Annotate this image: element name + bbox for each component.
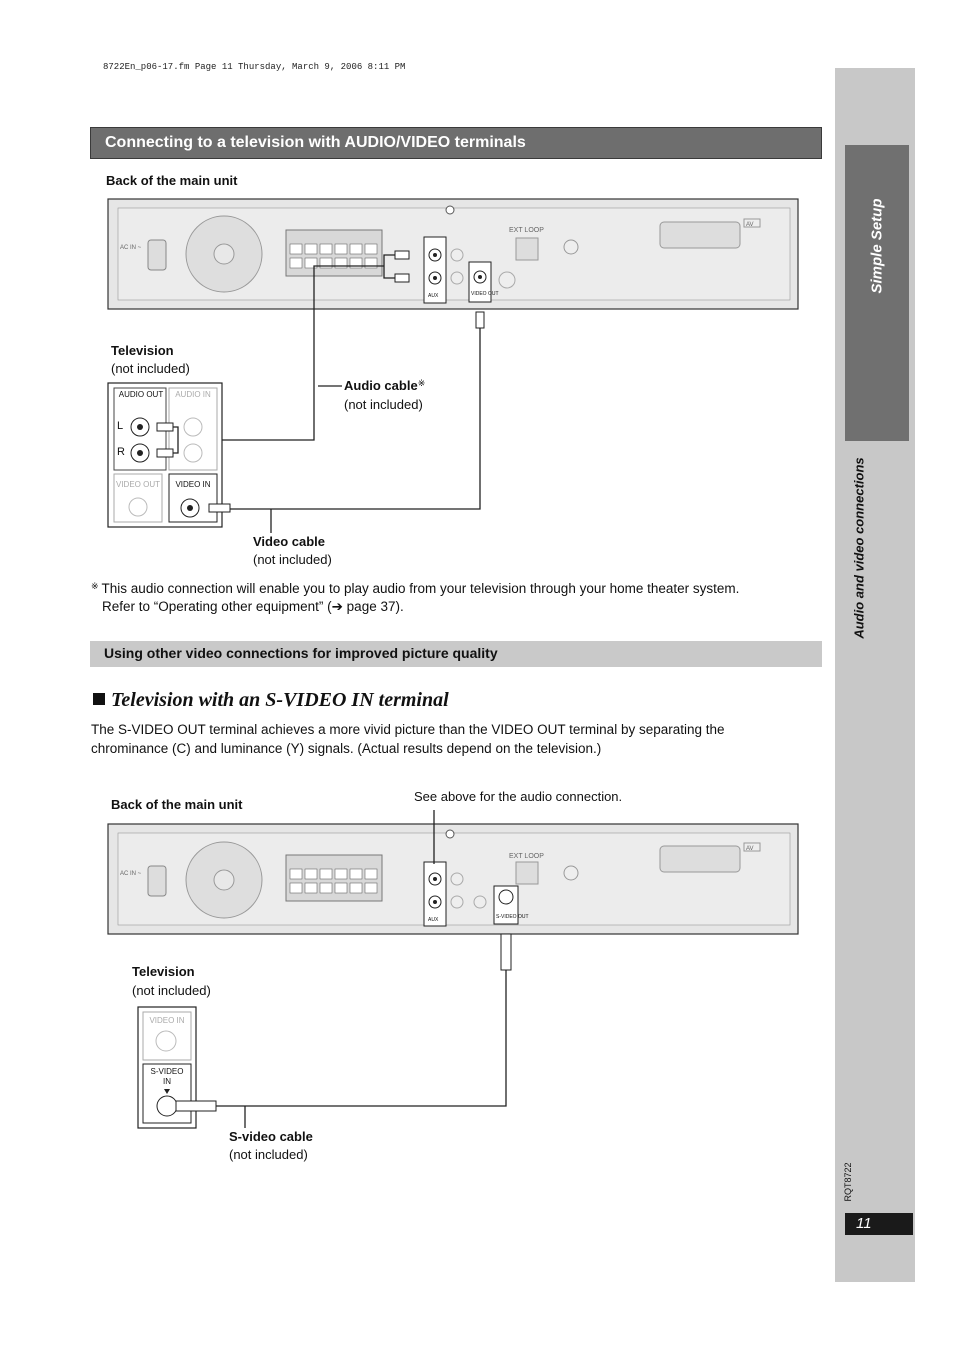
ext-loop-label-1: EXT LOOP	[509, 227, 544, 234]
tv-panel-1	[108, 383, 230, 527]
page-number: 11	[856, 1215, 872, 1232]
subheading: Television with an S-VIDEO IN terminal	[93, 689, 449, 712]
body-paragraph: The S-VIDEO OUT terminal achieves a more vivid picture than the VIDEO OUT terminal by separating the chrominance (C) and luminance (Y) signals. (Actual results depend on the television.)	[91, 722, 725, 756]
right-channel-label: R	[117, 446, 125, 458]
video-in-label: VIDEO IN	[175, 480, 211, 489]
back-of-unit-label-2: Back of the main unit	[111, 797, 243, 812]
left-channel-label: L	[117, 420, 124, 432]
audio-in-label: AUDIO IN	[175, 390, 211, 399]
see-above-note: See above for the audio connection.	[414, 789, 623, 804]
svideo-in-label: S-VIDEO IN	[150, 1067, 184, 1086]
document-code: RQT8722	[843, 1162, 853, 1202]
video-in-label-2: VIDEO IN	[149, 1016, 185, 1025]
svideo-cable-not-included: (not included)	[229, 1147, 308, 1162]
video-out-unit-label: VIDEO OUT	[471, 291, 499, 297]
av-label-1: AV	[746, 222, 754, 228]
square-bullet-icon	[93, 693, 105, 705]
aux-label-2: AUX	[428, 917, 439, 923]
audio-out-label: AUDIO OUT	[118, 390, 164, 399]
video-cable-not-included: (not included)	[253, 552, 332, 567]
tv-label-2: Television	[132, 964, 195, 979]
audio-cable-label: Audio cable※	[344, 378, 426, 393]
section-title-2: Using other video connections for improved picture quality	[104, 645, 498, 661]
tv-label-1: Television	[111, 343, 174, 358]
footnote: ※ This audio connection will enable you to play audio from your television through your home theater system. Refer to “Operating other equipment” (➔ page 37).	[91, 581, 740, 614]
av-label-2: AV	[746, 846, 754, 852]
file-header: 8722En_p06-17.fm Page 11 Thursday, March 9, 2006 8:11 PM	[103, 62, 406, 72]
ext-loop-label-2: EXT LOOP	[509, 853, 544, 860]
tv-not-included-1: (not included)	[111, 361, 190, 376]
main-unit-rear-1	[108, 199, 798, 328]
svideo-cable-label: S-video cable	[229, 1129, 313, 1144]
section-title-bar-2	[90, 641, 822, 667]
audio-cable-not-included: (not included)	[344, 397, 423, 412]
sidebar-section-label: Audio and video connections	[851, 457, 867, 639]
ac-in-label-2: AC IN ~	[120, 871, 142, 877]
section-title: Connecting to a television with AUDIO/VIDEO terminals	[105, 134, 526, 151]
svideo-out-unit-label: S-VIDEO OUT	[496, 914, 529, 920]
video-out-label: VIDEO OUT	[115, 480, 160, 489]
video-cable-label: Video cable	[253, 534, 326, 549]
tv-not-included-2: (not included)	[132, 983, 211, 998]
sidebar-setup-label: Simple Setup	[868, 198, 886, 294]
aux-label-1: AUX	[428, 293, 439, 299]
ac-in-label-1: AC IN ~	[120, 245, 142, 251]
back-of-unit-label: Back of the main unit	[106, 173, 238, 188]
main-unit-rear-2	[108, 824, 798, 970]
